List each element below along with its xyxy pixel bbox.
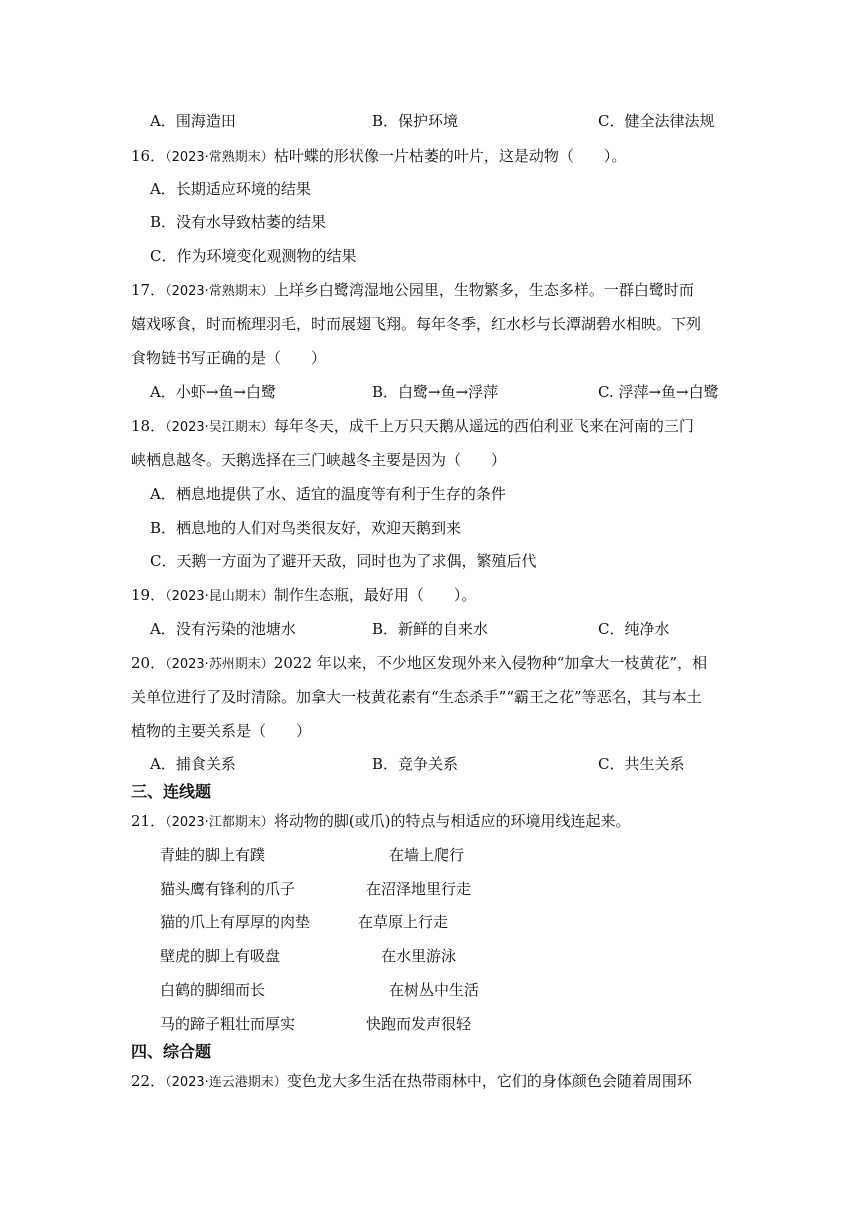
- q18-number: 18．: [131, 417, 166, 435]
- q19-number: 19．: [131, 586, 166, 604]
- q19-option-b: B．新鲜的自来水: [372, 620, 489, 638]
- match-right-item: 在草原上行走: [358, 913, 449, 931]
- q15-option-c: C．健全法律法规: [598, 112, 715, 130]
- match-left-item: 猫的爪上有厚厚的肉垫: [160, 913, 311, 931]
- q22-source: （2023·连云港期末）: [165, 1075, 287, 1090]
- q19-options: [150, 619, 730, 639]
- q19-option-a: A．没有污染的池塘水: [150, 620, 296, 638]
- q15-option-b: B．保护环境: [372, 112, 459, 130]
- q17-option-a: A．小虾→鱼→白鹭: [150, 383, 276, 401]
- q15-option-a: A．围海造田: [150, 112, 236, 130]
- q21-number: 21．: [131, 812, 166, 830]
- match-left-item: 壁虎的脚上有吸盘: [160, 947, 281, 965]
- q16-stem: [131, 146, 626, 168]
- q22-stem: [131, 1071, 692, 1093]
- q20-stem-line1: [131, 653, 707, 675]
- q17-number: 17．: [131, 281, 166, 299]
- q18-option-a: A．栖息地提供了水、适宜的温度等有利于生存的条件: [150, 485, 506, 503]
- section-heading-matching: 三、连线题: [131, 782, 212, 801]
- q15-options: [150, 111, 730, 131]
- match-left-item: 青蛙的脚上有蹼: [160, 846, 266, 864]
- match-right-item: 在墙上爬行: [389, 846, 465, 864]
- q20-text-1: 2022 年以来，不少地区发现外来入侵物种“加拿大一枝黄花”，相: [273, 654, 708, 672]
- q17-source: （2023·常熟期末）: [165, 284, 274, 299]
- q16-option-c: C．作为环境变化观测物的结果: [150, 247, 357, 265]
- q18-stem-line2: 峡栖息越冬。天鹅选择在三门峡越冬主要是因为（ ）: [131, 451, 507, 469]
- q17-options: [150, 382, 730, 402]
- q20-stem-line2: 关单位进行了及时清除。加拿大一枝黄花素有“生态杀手”“霸王之花”等恶名，其与本土: [131, 688, 702, 706]
- q20-option-b: B．竞争关系: [372, 755, 459, 773]
- match-left-item: 猫头鹰有锋利的爪子: [160, 880, 296, 898]
- match-right-item: 在水里游泳: [381, 947, 457, 965]
- q19-source: （2023·昆山期末）: [165, 589, 274, 604]
- section-heading-comprehensive: 四、综合题: [131, 1042, 212, 1061]
- q16-text: 枯叶蝶的形状像一片枯萎的叶片，这是动物（ ）。: [273, 147, 627, 165]
- q17-stem-line2: 嬉戏啄食，时而梳理羽毛，时而展翅飞翔。每年冬季，红水杉与长潭湖碧水相映。下列: [131, 315, 702, 333]
- match-right-item: 快跑而发声很轻: [366, 1015, 472, 1033]
- q17-stem-line3: 食物链书写正确的是（ ）: [131, 349, 327, 367]
- q18-text-1: 每年冬天，成千上万只天鹅从遥远的西伯利亚飞来在河南的三门: [273, 417, 694, 435]
- q18-stem-line1: [131, 416, 694, 438]
- q17-option-b: B．白鹭→鱼→浮萍: [372, 383, 499, 401]
- q20-option-a: A．捕食关系: [150, 755, 236, 773]
- q20-number: 20．: [131, 654, 166, 672]
- q16-option-b: B．没有水导致枯萎的结果: [150, 213, 327, 231]
- q17-option-c: C. 浮萍→鱼→白鹭: [598, 383, 719, 401]
- q16-option-a: A．长期适应环境的结果: [150, 180, 311, 198]
- q20-stem-line3: 植物的主要关系是（ ）: [131, 722, 312, 740]
- match-right-item: 在沼泽地里行走: [366, 880, 472, 898]
- q17-text-1: 上垟乡白鹭湾湿地公园里，生物繁多，生态多样。一群白鹭时而: [273, 281, 694, 299]
- match-right-item: 在树丛中生活: [389, 981, 480, 999]
- q20-source: （2023·苏州期末）: [165, 657, 274, 672]
- match-left-item: 马的蹄子粗壮而厚实: [160, 1015, 296, 1033]
- q21-source: （2023·江都期末）: [165, 815, 274, 830]
- match-left-item: 白鹤的脚细而长: [160, 981, 266, 999]
- q19-stem: [131, 585, 476, 607]
- q16-number: 16．: [131, 147, 166, 165]
- q17-stem-line1: [131, 280, 694, 302]
- q20-option-c: C．共生关系: [598, 755, 685, 773]
- q22-text: 变色龙大多生活在热带雨林中，它们的身体颜色会随着周围环: [286, 1072, 692, 1090]
- q19-text: 制作生态瓶，最好用（ ）。: [273, 586, 477, 604]
- q21-stem: [131, 811, 631, 833]
- q18-option-c: C．天鹅一方面为了避开天敌，同时也为了求偶，繁殖后代: [150, 552, 537, 570]
- q22-number: 22．: [131, 1072, 166, 1090]
- q19-option-c: C．纯净水: [598, 620, 670, 638]
- q21-text: 将动物的脚(或爪)的特点与相适应的环境用线连起来。: [273, 812, 631, 830]
- q18-option-b: B．栖息地的人们对鸟类很友好，欢迎天鹅到来: [150, 519, 462, 537]
- q16-source: （2023·常熟期末）: [165, 150, 274, 165]
- q20-options: [150, 754, 730, 774]
- q18-source: （2023·吴江期末）: [165, 420, 274, 435]
